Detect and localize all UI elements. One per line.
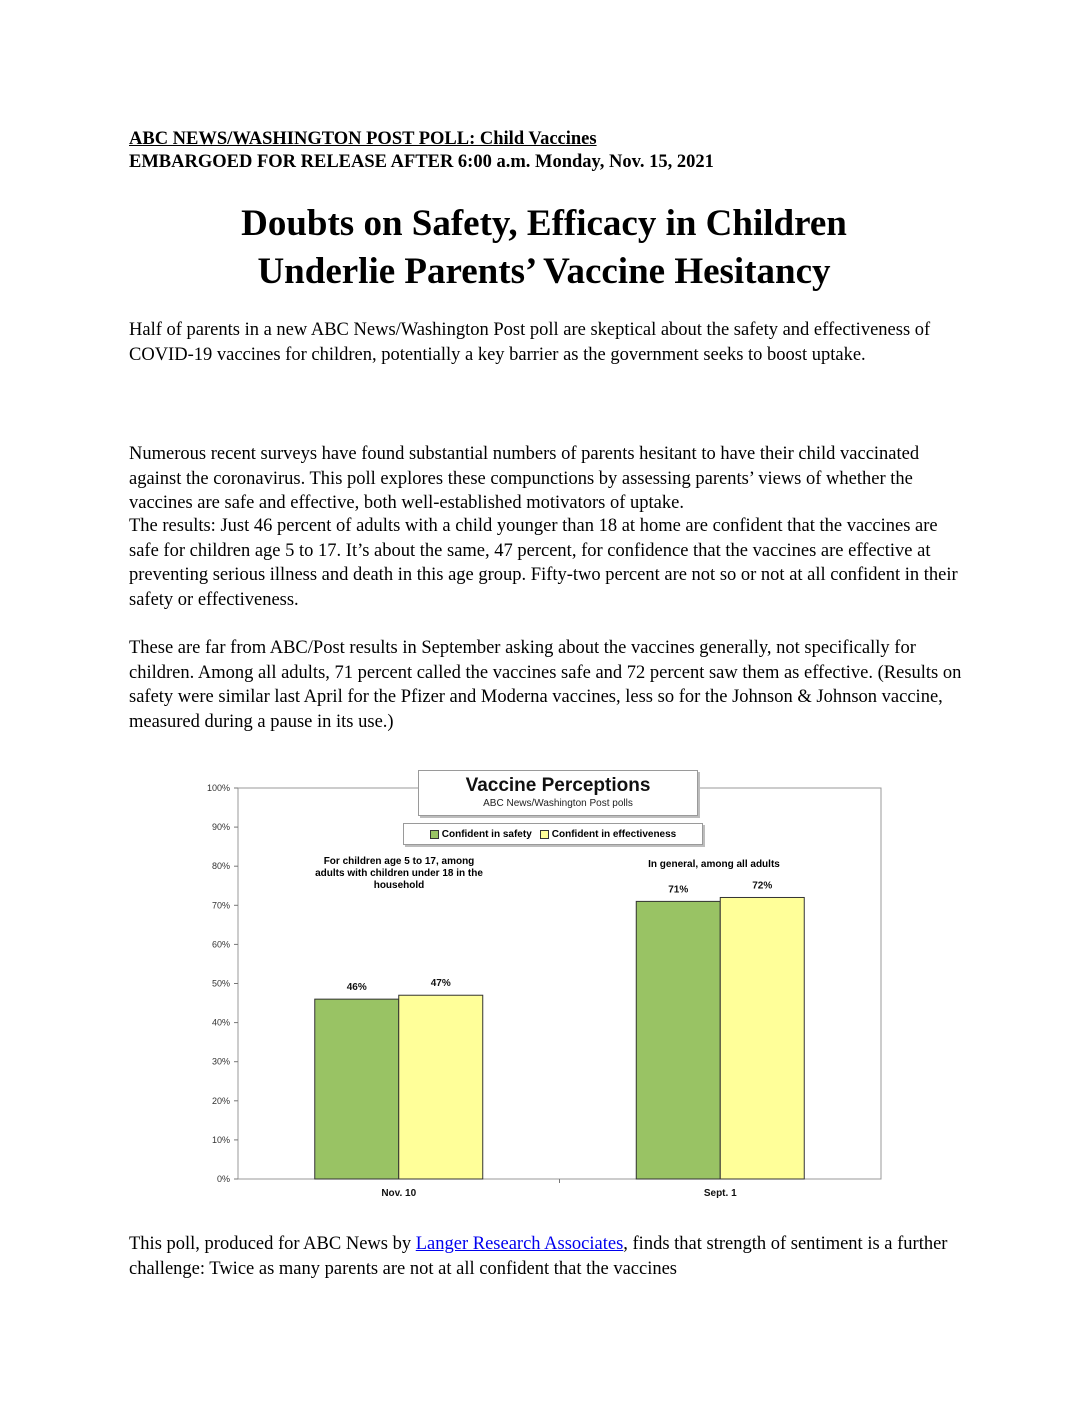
bar	[720, 897, 804, 1179]
data-label: 46%	[346, 982, 367, 994]
data-label: 72%	[752, 880, 773, 892]
paragraph-4: These are far from ABC/Post results in September asking about the vaccines generally, not specifically for children. Among all adults, 71 percent called the vaccines safe and 72 percent saw them as effective. (Results on safety were similar last April for the Pfizer and Moderna vaccines, less so for the Johnson & Johnson vaccine, measured during a pause in its use.)	[129, 638, 962, 732]
chart-title-box	[418, 770, 698, 816]
y-tick-label: 50%	[211, 978, 230, 989]
headline	[100, 200, 988, 296]
chart-title: Vaccine Perceptions	[465, 775, 651, 796]
bar	[636, 901, 720, 1179]
headline-line-1: Doubts on Safety, Efficacy in Children	[241, 203, 847, 244]
y-tick-label: 0%	[216, 1174, 230, 1184]
chart-subtitle: ABC News/Washington Post polls	[483, 798, 633, 809]
bar	[399, 995, 483, 1179]
release-header	[129, 128, 969, 174]
y-tick-label: 80%	[211, 861, 230, 872]
paragraph-5-start: This poll, produced for ABC News by	[129, 1234, 416, 1254]
y-tick-label: 70%	[211, 900, 230, 911]
bar	[315, 999, 399, 1179]
paragraph-1: Half of parents in a new ABC News/Washington Post poll are skeptical about the safety and effectiveness of COVID-19 vaccines for children, potentially a key barrier as the government seeks to boost uptake.	[129, 320, 931, 365]
legend-item-safety	[430, 829, 532, 840]
paragraph-2: Numerous recent surveys have found substantial numbers of parents hesitant to have their child vaccinated against the coronavirus. This poll explores these compunctions by assessing parents’ views of whether the vaccines are safe and effective, both well-established motivators of uptake.	[129, 444, 920, 513]
paragraph-5-end: , finds that strength of sentiment is a further challenge: Twice as many parents are not at all confident that the vaccines	[129, 1234, 948, 1279]
headline-line-2: Underlie Parents’ Vaccine Hesitancy	[257, 251, 831, 292]
paragraph-3: The results: Just 46 percent of adults with a child younger than 18 at home are confident that the vaccines are safe for children age 5 to 17. It’s about the same, 47 percent, for confidence that the vaccines are effective at preventing serious illness and death in this age group. Fifty-two percent are not so or not at all confident in their safety or effectiveness.	[129, 516, 958, 610]
legend-label-effectiveness: Confident in effectiveness	[551, 828, 677, 840]
legend-item-effectiveness	[540, 829, 676, 840]
y-tick-label: 90%	[211, 822, 230, 833]
x-tick-label: Sept. 1	[703, 1188, 737, 1199]
y-tick-label: 10%	[211, 1134, 230, 1145]
chart-legend	[403, 823, 703, 845]
y-tick-label: 100%	[206, 783, 230, 793]
paragraph-5	[129, 1232, 969, 1281]
data-label: 71%	[668, 884, 689, 896]
x-tick-label: Nov. 10	[381, 1188, 417, 1199]
vaccine-perceptions-chart	[196, 770, 896, 1210]
legend-swatch-safety	[430, 830, 439, 839]
y-tick-label: 40%	[211, 1017, 230, 1028]
annotation-all-adults: In general, among all adults	[648, 859, 780, 870]
y-tick-label: 30%	[211, 1056, 230, 1067]
embargo-line: EMBARGOED FOR RELEASE AFTER 6:00 a.m. Monday, Nov. 15, 2021	[129, 152, 714, 172]
legend-label-safety: Confident in safety	[441, 828, 532, 840]
langer-research-link[interactable]: Langer Research Associates	[415, 1234, 624, 1254]
data-label: 47%	[430, 978, 451, 990]
poll-title-line: ABC NEWS/WASHINGTON POST POLL: Child Vaccines	[129, 129, 597, 149]
annotation-children: For children age 5 to 17, among adults with children under 18 in the household	[315, 856, 483, 891]
y-tick-label: 20%	[211, 1095, 230, 1106]
legend-swatch-effectiveness	[540, 830, 549, 839]
y-tick-label: 60%	[211, 939, 230, 950]
